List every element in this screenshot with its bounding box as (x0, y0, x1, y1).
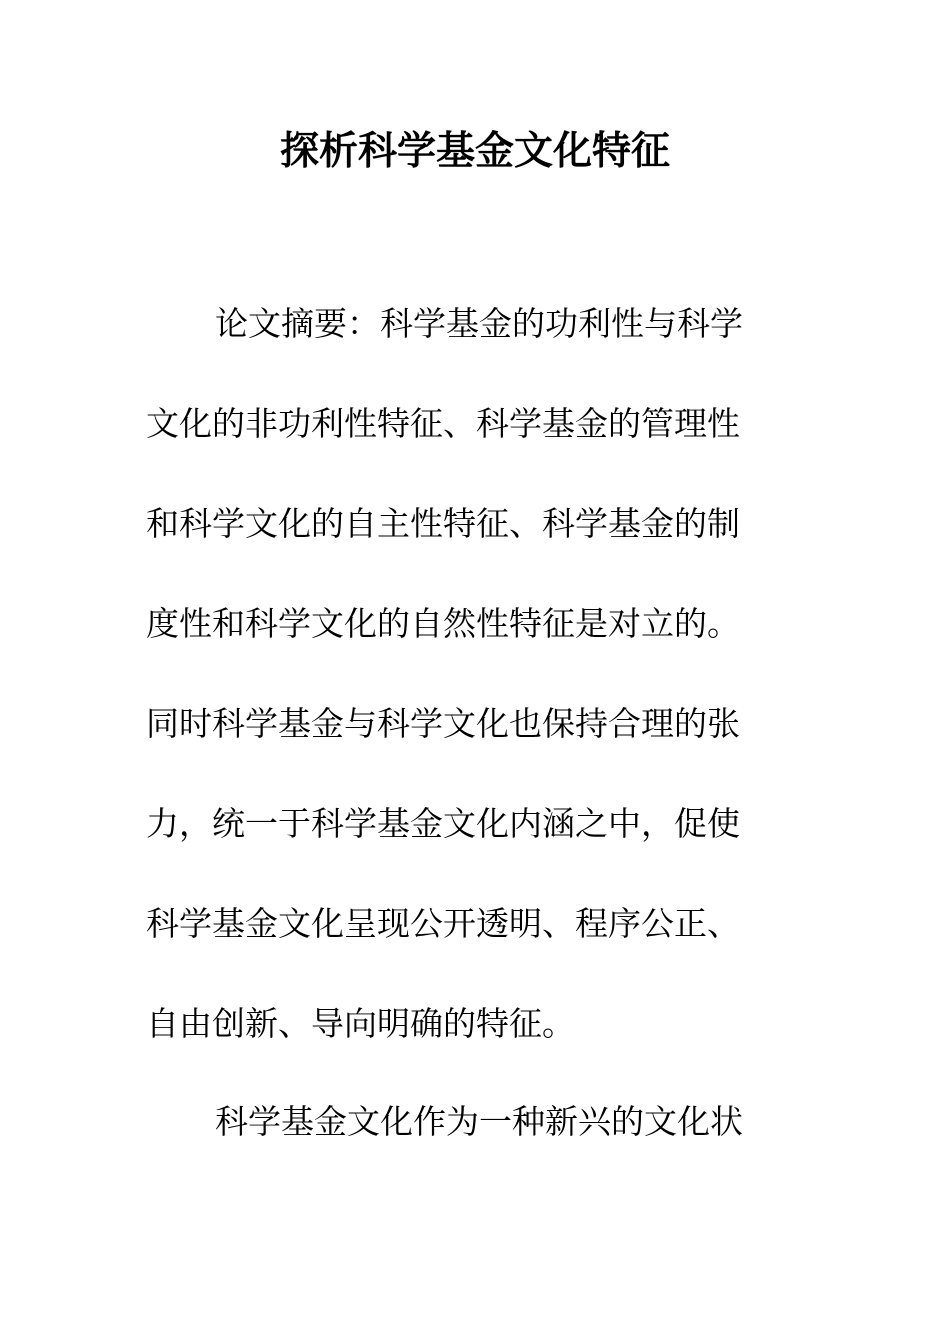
text-line: 科学基金文化呈现公开透明、程序公正、 (146, 904, 740, 943)
text-line: 同时科学基金与科学文化也保持合理的张 (146, 704, 740, 743)
text-line: 自由创新、导向明确的特征。 (146, 1004, 575, 1043)
text-line: 力，统一于科学基金文化内涵之中，促使 (146, 804, 740, 843)
text-line: 科学基金文化作为一种新兴的文化状 (215, 1102, 743, 1141)
text-line: 文化的非功利性特征、科学基金的管理性 (146, 404, 740, 443)
document-title: 探析科学基金文化特征 (279, 129, 670, 174)
text-line: 和科学文化的自主性特征、科学基金的制 (146, 504, 740, 543)
text-line: 论文摘要：科学基金的功利性与科学 (215, 304, 743, 343)
text-line: 度性和科学文化的自然性特征是对立的。 (146, 604, 740, 643)
